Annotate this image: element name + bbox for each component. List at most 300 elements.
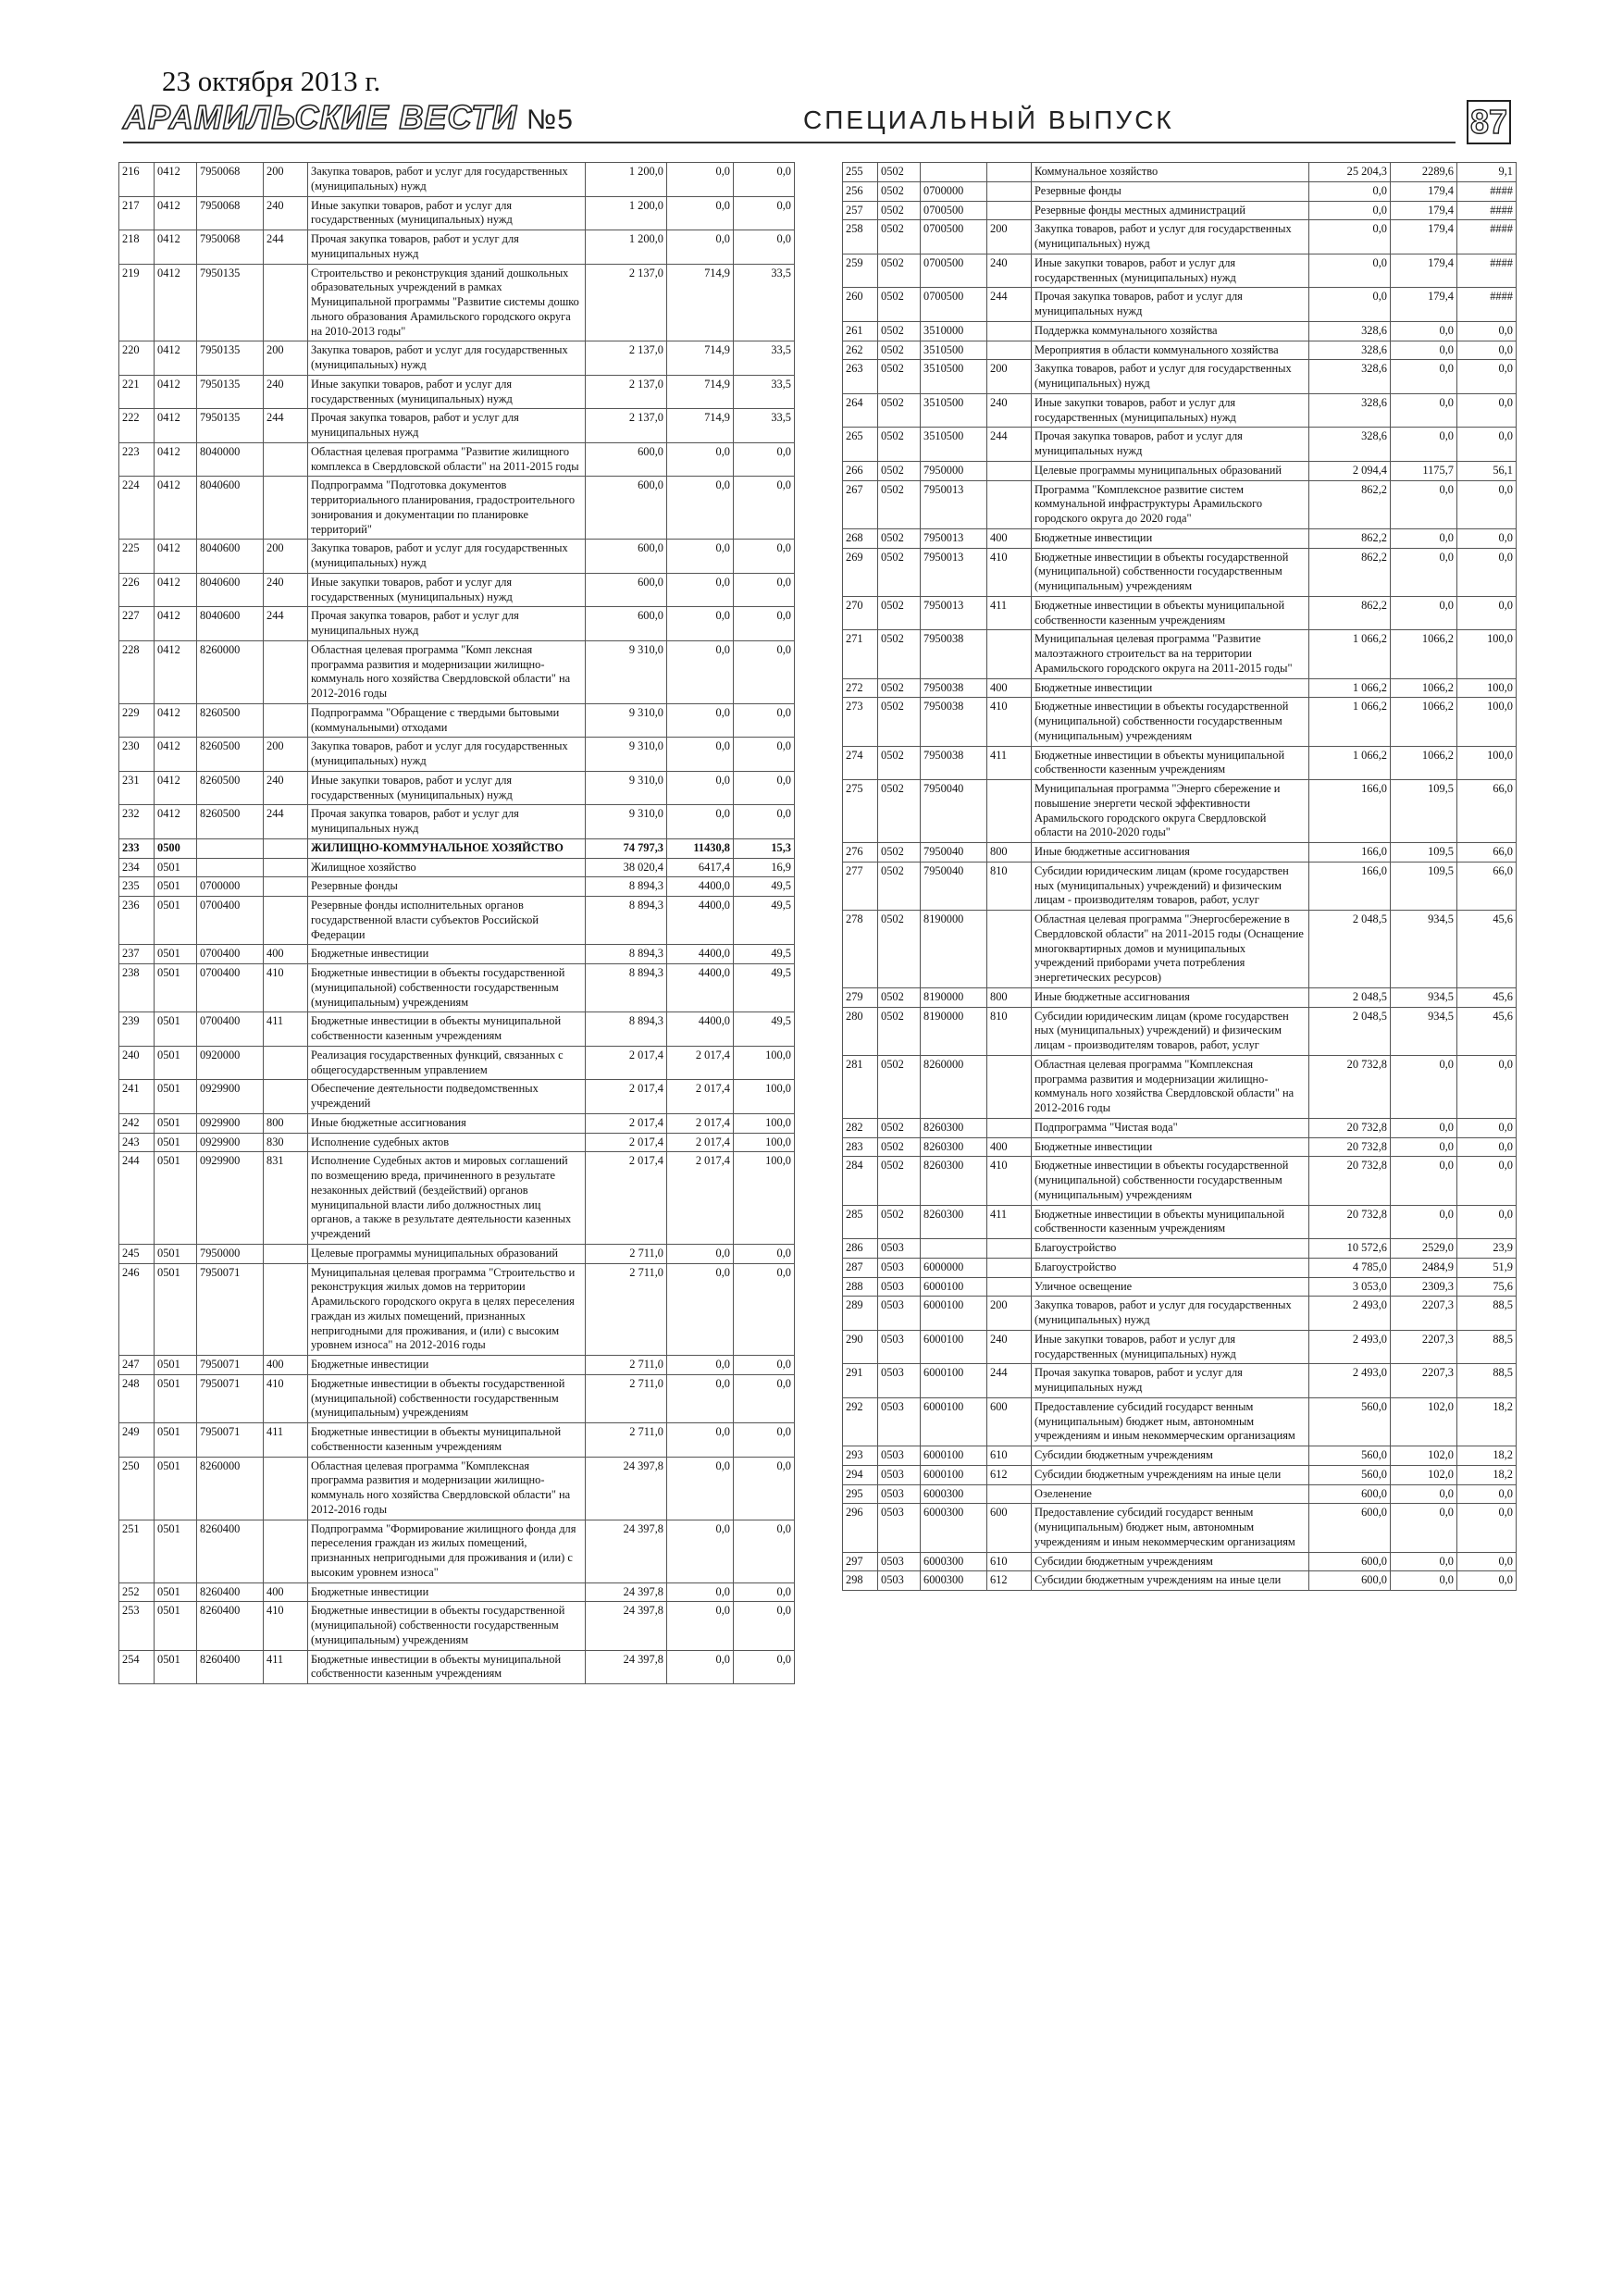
expense-type: 240: [987, 254, 1032, 288]
section-code: 0500: [155, 838, 197, 858]
section-code: 0501: [155, 858, 197, 877]
row-number: 266: [843, 461, 878, 480]
expense-type: 200: [987, 220, 1032, 254]
execution-percent: 0,0: [734, 1602, 795, 1650]
expense-type: [987, 1258, 1032, 1277]
executed-amount: 0,0: [1391, 1157, 1457, 1205]
executed-amount: 0,0: [1391, 428, 1457, 462]
target-code: 3510000: [921, 321, 987, 341]
table-row: [119, 163, 795, 197]
table-row: [843, 698, 1517, 746]
table-row: [119, 838, 795, 858]
target-code: 6000100: [921, 1277, 987, 1297]
item-name: Прочая закупка товаров, работ и услуг для муниципальных нужд: [308, 805, 586, 839]
item-name: Областная целевая программа "Комп лексная программа развития и модернизации жилищно-коммуналь ного хозяйства Свердловской области" на 2012-2016 годы: [308, 640, 586, 703]
target-code: 8260500: [197, 771, 264, 805]
target-code: 3510500: [921, 360, 987, 394]
execution-percent: 88,5: [1457, 1330, 1517, 1364]
item-name: Прочая закупка товаров, работ и услуг для муниципальных нужд: [308, 607, 586, 641]
planned-amount: 600,0: [586, 442, 667, 477]
execution-percent: 0,0: [734, 477, 795, 540]
expense-type: 240: [264, 375, 308, 409]
execution-percent: 0,0: [1457, 1571, 1517, 1591]
execution-percent: 0,0: [734, 805, 795, 839]
row-number: 283: [843, 1137, 878, 1157]
target-code: [921, 163, 987, 182]
budget-table-right: [842, 162, 1517, 1591]
table-row: [119, 1113, 795, 1133]
target-code: 7950071: [197, 1263, 264, 1356]
section-title: СПЕЦИАЛЬНЫЙ ВЫПУСК: [803, 105, 1174, 134]
executed-amount: 0,0: [667, 163, 734, 197]
planned-amount: 166,0: [1309, 862, 1391, 910]
row-number: 221: [119, 375, 155, 409]
item-name: Иные закупки товаров, работ и услуг для государственных (муниципальных) нужд: [308, 573, 586, 607]
table-row: [843, 181, 1517, 201]
row-number: 230: [119, 738, 155, 772]
execution-percent: 0,0: [1457, 1118, 1517, 1137]
execution-percent: 75,6: [1457, 1277, 1517, 1297]
target-code: 7950038: [921, 698, 987, 746]
row-number: 237: [119, 945, 155, 964]
executed-amount: 179,4: [1391, 201, 1457, 220]
item-name: Закупка товаров, работ и услуг для государственных (муниципальных) нужд: [1032, 220, 1309, 254]
section-code: 0412: [155, 230, 197, 265]
target-code: 6000100: [921, 1364, 987, 1398]
execution-percent: 49,5: [734, 1012, 795, 1047]
target-code: 0929900: [197, 1080, 264, 1114]
table-row: [119, 877, 795, 897]
row-number: 231: [119, 771, 155, 805]
section-code: 0502: [878, 181, 921, 201]
target-code: 6000100: [921, 1465, 987, 1484]
expense-type: 411: [264, 1423, 308, 1458]
item-name: Мероприятия в области коммунального хозяйства: [1032, 341, 1309, 360]
planned-amount: 20 732,8: [1309, 1137, 1391, 1157]
target-code: 7950040: [921, 862, 987, 910]
table-row: [119, 341, 795, 376]
header-divider: [123, 142, 1456, 143]
expense-type: 610: [987, 1552, 1032, 1571]
row-number: 257: [843, 201, 878, 220]
executed-amount: 102,0: [1391, 1446, 1457, 1466]
table-row: [119, 640, 795, 703]
row-number: 275: [843, 780, 878, 843]
planned-amount: 328,6: [1309, 341, 1391, 360]
executed-amount: 0,0: [667, 1650, 734, 1684]
execution-percent: 100,0: [734, 1113, 795, 1133]
planned-amount: 8 894,3: [586, 877, 667, 897]
section-code: 0412: [155, 738, 197, 772]
table-row: [843, 288, 1517, 322]
executed-amount: 4400,0: [667, 1012, 734, 1047]
execution-percent: 0,0: [734, 1356, 795, 1375]
planned-amount: 20 732,8: [1309, 1118, 1391, 1137]
execution-percent: 15,3: [734, 838, 795, 858]
table-row: [119, 573, 795, 607]
planned-amount: 9 310,0: [586, 640, 667, 703]
planned-amount: 2 493,0: [1309, 1364, 1391, 1398]
table-row: [119, 1263, 795, 1356]
expense-type: 240: [987, 393, 1032, 428]
section-code: 0502: [878, 288, 921, 322]
expense-type: [987, 780, 1032, 843]
target-code: 8190000: [921, 911, 987, 988]
target-code: 8040000: [197, 442, 264, 477]
planned-amount: 2 017,4: [586, 1113, 667, 1133]
row-number: 269: [843, 548, 878, 596]
table-row: [119, 1080, 795, 1114]
expense-type: 400: [264, 1356, 308, 1375]
item-name: Целевые программы муниципальных образований: [1032, 461, 1309, 480]
executed-amount: 4400,0: [667, 945, 734, 964]
target-code: 0700000: [197, 877, 264, 897]
row-number: 264: [843, 393, 878, 428]
expense-type: [264, 897, 308, 945]
execution-percent: 0,0: [1457, 1552, 1517, 1571]
table-row: [843, 201, 1517, 220]
table-row: [843, 596, 1517, 630]
row-number: 258: [843, 220, 878, 254]
executed-amount: 0,0: [667, 1520, 734, 1582]
expense-type: [264, 477, 308, 540]
execution-percent: ####: [1457, 254, 1517, 288]
section-code: 0501: [155, 1263, 197, 1356]
item-name: Муниципальная целевая программа "Строительство и реконструкция жилых домов на территории Арамильского городского округа в целях переселения граждан из жилых помещений, признанных непригодными для проживания, и (или) с высоким уровнем износа" на 2012-2016 годы: [308, 1263, 586, 1356]
execution-percent: ####: [1457, 288, 1517, 322]
section-code: 0502: [878, 1118, 921, 1137]
execution-percent: 66,0: [1457, 862, 1517, 910]
item-name: Иные закупки товаров, работ и услуг для государственных (муниципальных) нужд: [1032, 393, 1309, 428]
target-code: 0929900: [197, 1133, 264, 1152]
executed-amount: 0,0: [1391, 1504, 1457, 1552]
row-number: 270: [843, 596, 878, 630]
target-code: 7950000: [921, 461, 987, 480]
table-row: [843, 321, 1517, 341]
table-row: [119, 771, 795, 805]
section-code: 0501: [155, 1582, 197, 1602]
section-code: 0412: [155, 264, 197, 341]
item-name: Областная целевая программа "Развитие жилищного комплекса в Свердловской области" на 2011-2015 годы: [308, 442, 586, 477]
expense-type: 612: [987, 1571, 1032, 1591]
execution-percent: 49,5: [734, 877, 795, 897]
execution-percent: 18,2: [1457, 1446, 1517, 1466]
executed-amount: 0,0: [1391, 1571, 1457, 1591]
planned-amount: 2 137,0: [586, 341, 667, 376]
table-row: [843, 360, 1517, 394]
section-code: 0503: [878, 1397, 921, 1446]
target-code: 8260000: [921, 1055, 987, 1118]
executed-amount: 1066,2: [1391, 746, 1457, 780]
table-row: [843, 843, 1517, 863]
planned-amount: 328,6: [1309, 428, 1391, 462]
item-name: Областная целевая программа "Комплексная программа развития и модернизации жилищно-коммуналь ного хозяйства Свердловской области" на 2012-2016 годы: [308, 1457, 586, 1520]
table-row: [119, 964, 795, 1012]
executed-amount: 0,0: [1391, 321, 1457, 341]
executed-amount: 0,0: [667, 196, 734, 230]
execution-percent: 0,0: [734, 738, 795, 772]
table-row: [843, 548, 1517, 596]
target-code: 0929900: [197, 1152, 264, 1245]
executed-amount: 1066,2: [1391, 678, 1457, 698]
row-number: 272: [843, 678, 878, 698]
table-row: [119, 409, 795, 443]
planned-amount: 862,2: [1309, 596, 1391, 630]
section-code: 0412: [155, 771, 197, 805]
planned-amount: 2 711,0: [586, 1356, 667, 1375]
expense-type: 411: [987, 1205, 1032, 1239]
target-code: 8040600: [197, 607, 264, 641]
table-row: [119, 375, 795, 409]
planned-amount: 600,0: [1309, 1504, 1391, 1552]
item-name: Бюджетные инвестиции в объекты муниципальной собственности казенным учреждениям: [308, 1650, 586, 1684]
item-name: Субсидии юридическим лицам (кроме государствен ных (муниципальных) учреждений) и физическим лицам - производителям товаров, работ, услуг: [1032, 1007, 1309, 1055]
target-code: 8260400: [197, 1582, 264, 1602]
section-code: 0501: [155, 1133, 197, 1152]
section-code: 0501: [155, 964, 197, 1012]
item-name: Областная целевая программа "Энергосбережение в Свердловской области" на 2011-2015 годы (Оснащение многоквартирных домов и муниципальных учреждений приборами учета потребления энергетических ресурсов): [1032, 911, 1309, 988]
planned-amount: 560,0: [1309, 1397, 1391, 1446]
section-code: 0502: [878, 630, 921, 678]
section-code: 0502: [878, 461, 921, 480]
section-code: 0502: [878, 428, 921, 462]
section-code: 0501: [155, 1080, 197, 1114]
row-number: 255: [843, 163, 878, 182]
target-code: 8260400: [197, 1602, 264, 1650]
target-code: 3510500: [921, 393, 987, 428]
section-code: 0503: [878, 1330, 921, 1364]
expense-type: 244: [264, 607, 308, 641]
target-code: 7950038: [921, 678, 987, 698]
budget-table-left: [118, 162, 795, 1684]
table-row: [843, 1205, 1517, 1239]
row-number: 234: [119, 858, 155, 877]
row-number: 254: [119, 1650, 155, 1684]
section-code: 0501: [155, 1650, 197, 1684]
execution-percent: 0,0: [1457, 1484, 1517, 1504]
row-number: 216: [119, 163, 155, 197]
row-number: 223: [119, 442, 155, 477]
planned-amount: 560,0: [1309, 1465, 1391, 1484]
row-number: 263: [843, 360, 878, 394]
row-number: 290: [843, 1330, 878, 1364]
section-code: 0412: [155, 805, 197, 839]
section-code: 0412: [155, 375, 197, 409]
row-number: 260: [843, 288, 878, 322]
executed-amount: 0,0: [667, 1374, 734, 1422]
planned-amount: 2 711,0: [586, 1263, 667, 1356]
section-code: 0502: [878, 360, 921, 394]
row-number: 227: [119, 607, 155, 641]
section-code: 0501: [155, 1520, 197, 1582]
expense-type: [264, 877, 308, 897]
execution-percent: 0,0: [1457, 1504, 1517, 1552]
planned-amount: 1 066,2: [1309, 678, 1391, 698]
planned-amount: 600,0: [586, 477, 667, 540]
row-number: 256: [843, 181, 878, 201]
row-number: 249: [119, 1423, 155, 1458]
row-number: 233: [119, 838, 155, 858]
executed-amount: 0,0: [667, 1457, 734, 1520]
expense-type: [264, 264, 308, 341]
planned-amount: 328,6: [1309, 321, 1391, 341]
executed-amount: 0,0: [1391, 548, 1457, 596]
item-name: Прочая закупка товаров, работ и услуг для муниципальных нужд: [1032, 428, 1309, 462]
item-name: Подпрограмма "Подготовка документов территориального планирования, градостроительного зонирования и документации по планировке территорий": [308, 477, 586, 540]
planned-amount: 2 493,0: [1309, 1330, 1391, 1364]
executed-amount: 0,0: [1391, 1205, 1457, 1239]
execution-percent: 100,0: [734, 1133, 795, 1152]
row-number: 248: [119, 1374, 155, 1422]
table-row: [843, 1277, 1517, 1297]
table-row: [843, 254, 1517, 288]
row-number: 242: [119, 1113, 155, 1133]
section-code: 0501: [155, 877, 197, 897]
item-name: Жилищное хозяйство: [308, 858, 586, 877]
executed-amount: 714,9: [667, 264, 734, 341]
executed-amount: 179,4: [1391, 220, 1457, 254]
execution-percent: ####: [1457, 181, 1517, 201]
expense-type: 810: [987, 1007, 1032, 1055]
planned-amount: 1 200,0: [586, 196, 667, 230]
table-row: [843, 1137, 1517, 1157]
section-code: 0502: [878, 780, 921, 843]
section-code: 0502: [878, 254, 921, 288]
table-row: [843, 1055, 1517, 1118]
execution-percent: 33,5: [734, 341, 795, 376]
executed-amount: 4400,0: [667, 877, 734, 897]
planned-amount: 862,2: [1309, 480, 1391, 528]
execution-percent: 0,0: [734, 1650, 795, 1684]
planned-amount: 600,0: [586, 607, 667, 641]
execution-percent: 0,0: [734, 230, 795, 265]
expense-type: [264, 1457, 308, 1520]
section-code: 0501: [155, 1356, 197, 1375]
executed-amount: 0,0: [667, 703, 734, 738]
executed-amount: 109,5: [1391, 862, 1457, 910]
row-number: 218: [119, 230, 155, 265]
expense-type: [264, 858, 308, 877]
expense-type: 600: [987, 1397, 1032, 1446]
section-code: 0501: [155, 1046, 197, 1080]
target-code: 7950038: [921, 746, 987, 780]
section-code: 0503: [878, 1239, 921, 1259]
target-code: 0700500: [921, 220, 987, 254]
table-row: [119, 858, 795, 877]
section-code: 0502: [878, 678, 921, 698]
row-number: 279: [843, 987, 878, 1007]
executed-amount: 0,0: [667, 540, 734, 574]
section-code: 0412: [155, 341, 197, 376]
expense-type: 810: [987, 862, 1032, 910]
item-name: Муниципальная целевая программа "Развитие малоэтажного строительст ва на территории Арамильского городского округа на 2011-2015 годы": [1032, 630, 1309, 678]
planned-amount: 560,0: [1309, 1446, 1391, 1466]
table-row: [843, 1504, 1517, 1552]
section-code: 0412: [155, 640, 197, 703]
row-number: 287: [843, 1258, 878, 1277]
execution-percent: 0,0: [1457, 393, 1517, 428]
expense-type: [987, 1277, 1032, 1297]
target-code: 6000100: [921, 1330, 987, 1364]
target-code: 0700400: [197, 945, 264, 964]
target-code: 0700500: [921, 201, 987, 220]
item-name: Областная целевая программа "Комплексная программа развития и модернизации жилищно-коммуналь ного хозяйства Свердловской области" на 2012-2016 годы: [1032, 1055, 1309, 1118]
row-number: 285: [843, 1205, 878, 1239]
target-code: 7950068: [197, 230, 264, 265]
planned-amount: 2 017,4: [586, 1133, 667, 1152]
table-row: [843, 780, 1517, 843]
table-row: [119, 805, 795, 839]
expense-type: 831: [264, 1152, 308, 1245]
item-name: Бюджетные инвестиции в объекты муниципальной собственности казенным учреждениям: [308, 1012, 586, 1047]
expense-type: [987, 1055, 1032, 1118]
executed-amount: 2207,3: [1391, 1297, 1457, 1331]
table-row: [843, 1465, 1517, 1484]
item-name: Прочая закупка товаров, работ и услуг для муниципальных нужд: [1032, 288, 1309, 322]
expense-type: 410: [987, 1157, 1032, 1205]
section-code: 0501: [155, 897, 197, 945]
item-name: Субсидии бюджетным учреждениям на иные цели: [1032, 1571, 1309, 1591]
execution-percent: 0,0: [734, 1520, 795, 1582]
row-number: 245: [119, 1244, 155, 1263]
planned-amount: 2 017,4: [586, 1080, 667, 1114]
section-code: 0502: [878, 596, 921, 630]
section-code: 0503: [878, 1297, 921, 1331]
section-code: 0501: [155, 1244, 197, 1263]
execution-percent: 0,0: [734, 573, 795, 607]
table-row: [843, 987, 1517, 1007]
row-number: 276: [843, 843, 878, 863]
item-name: Закупка товаров, работ и услуг для государственных (муниципальных) нужд: [308, 540, 586, 574]
row-number: 289: [843, 1297, 878, 1331]
target-code: 8190000: [921, 987, 987, 1007]
executed-amount: 0,0: [1391, 360, 1457, 394]
table-row: [843, 480, 1517, 528]
row-number: 236: [119, 897, 155, 945]
executed-amount: 0,0: [667, 230, 734, 265]
executed-amount: 2 017,4: [667, 1133, 734, 1152]
row-number: 273: [843, 698, 878, 746]
item-name: Закупка товаров, работ и услуг для государственных (муниципальных) нужд: [1032, 1297, 1309, 1331]
row-number: 244: [119, 1152, 155, 1245]
expense-type: 244: [987, 1364, 1032, 1398]
expense-type: [264, 1520, 308, 1582]
planned-amount: 600,0: [1309, 1484, 1391, 1504]
row-number: 250: [119, 1457, 155, 1520]
section-code: 0502: [878, 1157, 921, 1205]
section-code: 0503: [878, 1277, 921, 1297]
item-name: Бюджетные инвестиции в объекты государственной (муниципальной) собственности государственным (муниципальным) учреждениям: [1032, 1157, 1309, 1205]
table-row: [119, 196, 795, 230]
planned-amount: 2 094,4: [1309, 461, 1391, 480]
table-row: [843, 1118, 1517, 1137]
planned-amount: 0,0: [1309, 181, 1391, 201]
issue-date: 23 октября 2013 г.: [162, 65, 381, 97]
planned-amount: 862,2: [1309, 548, 1391, 596]
execution-percent: 0,0: [1457, 1055, 1517, 1118]
expense-type: 410: [987, 548, 1032, 596]
row-number: 280: [843, 1007, 878, 1055]
execution-percent: 0,0: [1457, 528, 1517, 548]
planned-amount: 600,0: [1309, 1552, 1391, 1571]
target-code: 8260000: [197, 1457, 264, 1520]
target-code: 7950038: [921, 630, 987, 678]
section-code: 0502: [878, 341, 921, 360]
executed-amount: 2289,6: [1391, 163, 1457, 182]
section-code: 0412: [155, 442, 197, 477]
executed-amount: 0,0: [1391, 341, 1457, 360]
item-name: Субсидии бюджетным учреждениям: [1032, 1446, 1309, 1466]
